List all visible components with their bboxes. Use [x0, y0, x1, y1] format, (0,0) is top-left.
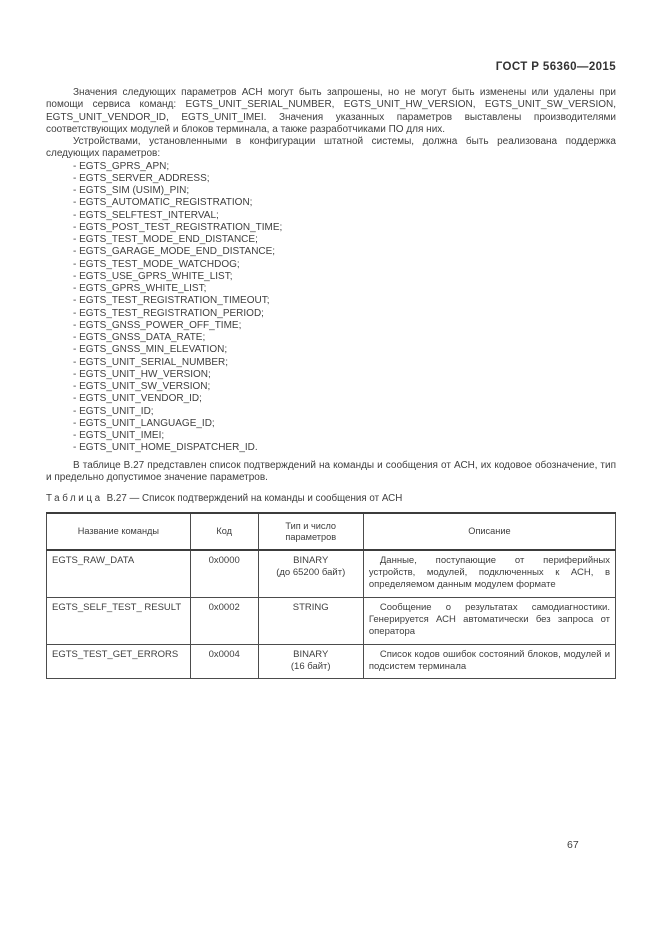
cell-code: 0x0004: [190, 644, 258, 678]
cell-type: [258, 597, 363, 644]
document-standard-code: ГОСТ Р 56360—2015: [495, 61, 616, 73]
cell-code: 0x0000: [190, 550, 258, 597]
parameter-list-item: - EGTS_USE_GPRS_WHITE_LIST;: [73, 270, 233, 282]
cell-command-name: EGTS_RAW_DATA: [47, 550, 191, 597]
table-row: [47, 550, 616, 597]
parameter-list-item: - EGTS_GPRS_WHITE_LIST;: [73, 283, 207, 294]
column-header-code: Код: [190, 513, 258, 550]
type-value: BINARY: [293, 648, 329, 660]
parameter-list-item: - EGTS_UNIT_IMEI;: [73, 430, 165, 441]
page-content: [46, 87, 616, 679]
cell-code: 0x0002: [190, 597, 258, 644]
type-value: STRING: [292, 601, 329, 613]
parameter-list-item: - EGTS_UNIT_SW_VERSION;: [73, 381, 211, 392]
parameter-list-item: - EGTS_SELFTEST_INTERVAL;: [73, 209, 219, 221]
parameter-list-item: - EGTS_UNIT_SERIAL_NUMBER;: [73, 356, 229, 368]
parameter-list-item: - EGTS_GPRS_APN;: [73, 160, 170, 172]
parameter-list-item: - EGTS_GARAGE_MODE_END_DISTANCE;: [73, 246, 276, 258]
commands-table-header: [47, 513, 616, 550]
type-note: (до 65200 байт): [276, 567, 346, 579]
paragraph-table-intro: В таблице В.27 представлен список подтверждений на команды и сообщения от АСН, их кодовое обозначение, тип и предельно допустимое значение параметров.: [46, 459, 616, 483]
parameter-list-item: - EGTS_TEST_REGISTRATION_TIMEOUT;: [73, 295, 270, 307]
parameter-list-item: - EGTS_UNIT_LANGUAGE_ID;: [73, 417, 215, 429]
parameter-list-item: - EGTS_UNIT_HW_VERSION;: [73, 368, 211, 380]
parameter-list-item: - EGTS_SERVER_ADDRESS;: [73, 172, 210, 184]
cell-type: [258, 550, 363, 597]
parameter-list-item: - EGTS_TEST_MODE_WATCHDOG;: [73, 258, 240, 270]
parameter-list-item: - EGTS_AUTOMATIC_REGISTRATION;: [73, 197, 253, 209]
cell-command-name: EGTS_SELF_TEST_ RESULT: [47, 597, 191, 644]
table-row: [47, 644, 616, 678]
paragraph-supported-parameters-intro: Устройствами, установленными в конфигурации штатной системы, должна быть реализована поддержка следующих параметров:: [46, 136, 616, 160]
commands-table: [46, 512, 616, 678]
column-header-description: Описание: [363, 513, 615, 550]
parameter-list-item: - EGTS_UNIT_HOME_DISPATCHER_ID.: [73, 442, 258, 454]
table-caption: [46, 493, 616, 505]
parameter-list-item: - EGTS_GNSS_DATA_RATE;: [73, 332, 206, 343]
parameter-list-item: - EGTS_GNSS_POWER_OFF_TIME;: [73, 319, 242, 331]
commands-table-body: [47, 550, 616, 678]
parameter-list-item: - EGTS_TEST_MODE_END_DISTANCE;: [73, 234, 258, 245]
table-caption-label: Таблица: [46, 493, 103, 504]
parameter-list-item: - EGTS_GNSS_MIN_ELEVATION;: [73, 344, 228, 356]
table-caption-text: В.27 — Список подтверждений на команды и сообщения от АСН: [106, 493, 403, 504]
table-row: [47, 597, 616, 644]
type-note: (16 байт): [290, 660, 331, 672]
cell-description: Сообщение о результатах самодиагностики. Генерируется АСН автоматически без запроса от оператора: [363, 597, 615, 644]
parameter-list: [46, 161, 616, 455]
parameter-list-item: - EGTS_SIM (USIM)_PIN;: [73, 185, 190, 196]
parameter-list-item: - EGTS_UNIT_VENDOR_ID;: [73, 393, 202, 405]
paragraph-queryable-parameters: Значения следующих параметров АСН могут быть запрошены, но не могут быть изменены или удалены при помощи сервиса команд: EGTS_UNIT_SERIAL_NUMBER, EGTS_UNIT_HW_VERSION, EGTS_UNIT_SW_VERSION, EGTS_UNIT_VENDOR_ID, EGTS_UNIT_IMEI. Значения указанных параметров выставлены производителями соответствующих модулей и блоков терминала, а также разработчиками ПО для них.: [46, 87, 616, 135]
cell-command-name: EGTS_TEST_GET_ERRORS: [47, 644, 191, 678]
parameter-list-item: - EGTS_TEST_REGISTRATION_PERIOD;: [73, 307, 264, 319]
parameter-list-item: - EGTS_UNIT_ID;: [73, 405, 154, 417]
page-number: 67: [567, 839, 579, 851]
table-header-row: [47, 513, 616, 550]
type-value: BINARY: [293, 555, 329, 567]
column-header-type: Тип и число параметров: [258, 513, 363, 550]
column-header-command-name: Название команды: [47, 513, 191, 550]
cell-description: Список кодов ошибок состояний блоков, модулей и подсистем терминала: [363, 644, 615, 678]
parameter-list-item: - EGTS_POST_TEST_REGISTRATION_TIME;: [73, 221, 283, 233]
cell-type: [258, 644, 363, 678]
cell-description: Данные, поступающие от периферийных устройств, модулей, подключенных к АСН, в определяемом данным модулем формате: [363, 550, 615, 597]
